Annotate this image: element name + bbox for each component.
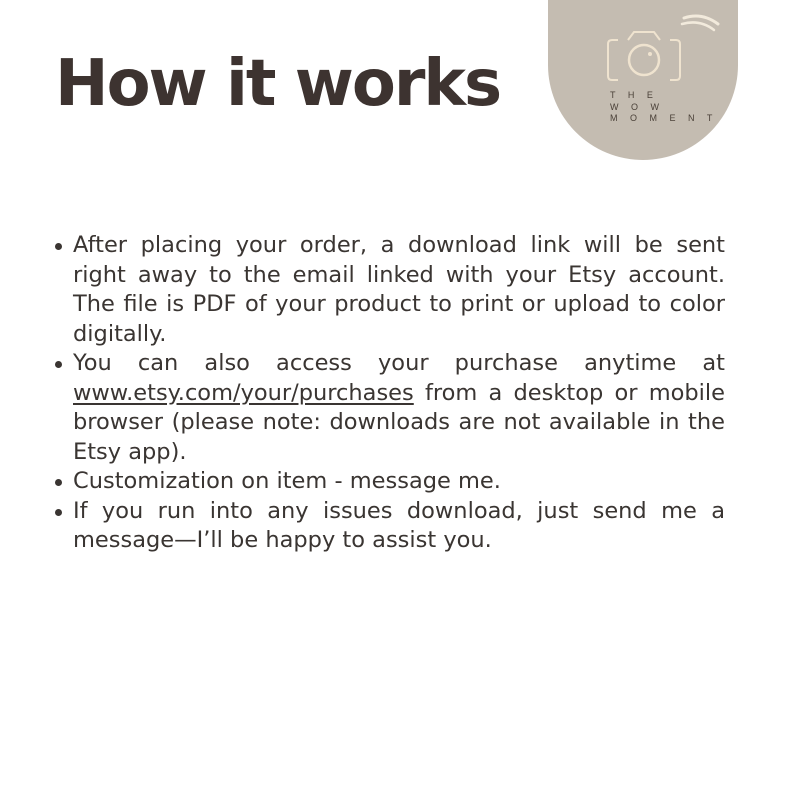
list-item (73, 467, 725, 497)
list-item-text-suffix: from a desktop or mobile browser (please note: downloads are not available in the Etsy app). (73, 379, 725, 465)
brand-name-line: W O W (610, 101, 664, 112)
list-item-text: After placing your order, a download link will be sent right away to the email linked with your Etsy account. The file is PDF of your product to print or upload to color digitally. (73, 232, 725, 347)
list-item (73, 497, 725, 556)
etsy-purchases-link[interactable]: www.etsy.com/your/purchases (73, 379, 414, 406)
instructions-list (73, 231, 725, 556)
camera-logo-icon (598, 10, 728, 90)
list-item (73, 231, 725, 349)
page-title: How it works (55, 47, 501, 121)
brand-name-line: M O M E N T (610, 113, 718, 123)
brand-logo-badge (548, 0, 738, 160)
brand-name (610, 90, 717, 125)
brand-name-line: T H E (610, 90, 658, 100)
list-item-text: If you run into any issues download, just send me a message—I’ll be happy to assist you. (73, 497, 725, 553)
list-item-text: Customization on item - message me. (73, 468, 501, 494)
list-item (73, 349, 725, 467)
list-item-text-prefix: You can also access your purchase anytime at (73, 350, 725, 376)
